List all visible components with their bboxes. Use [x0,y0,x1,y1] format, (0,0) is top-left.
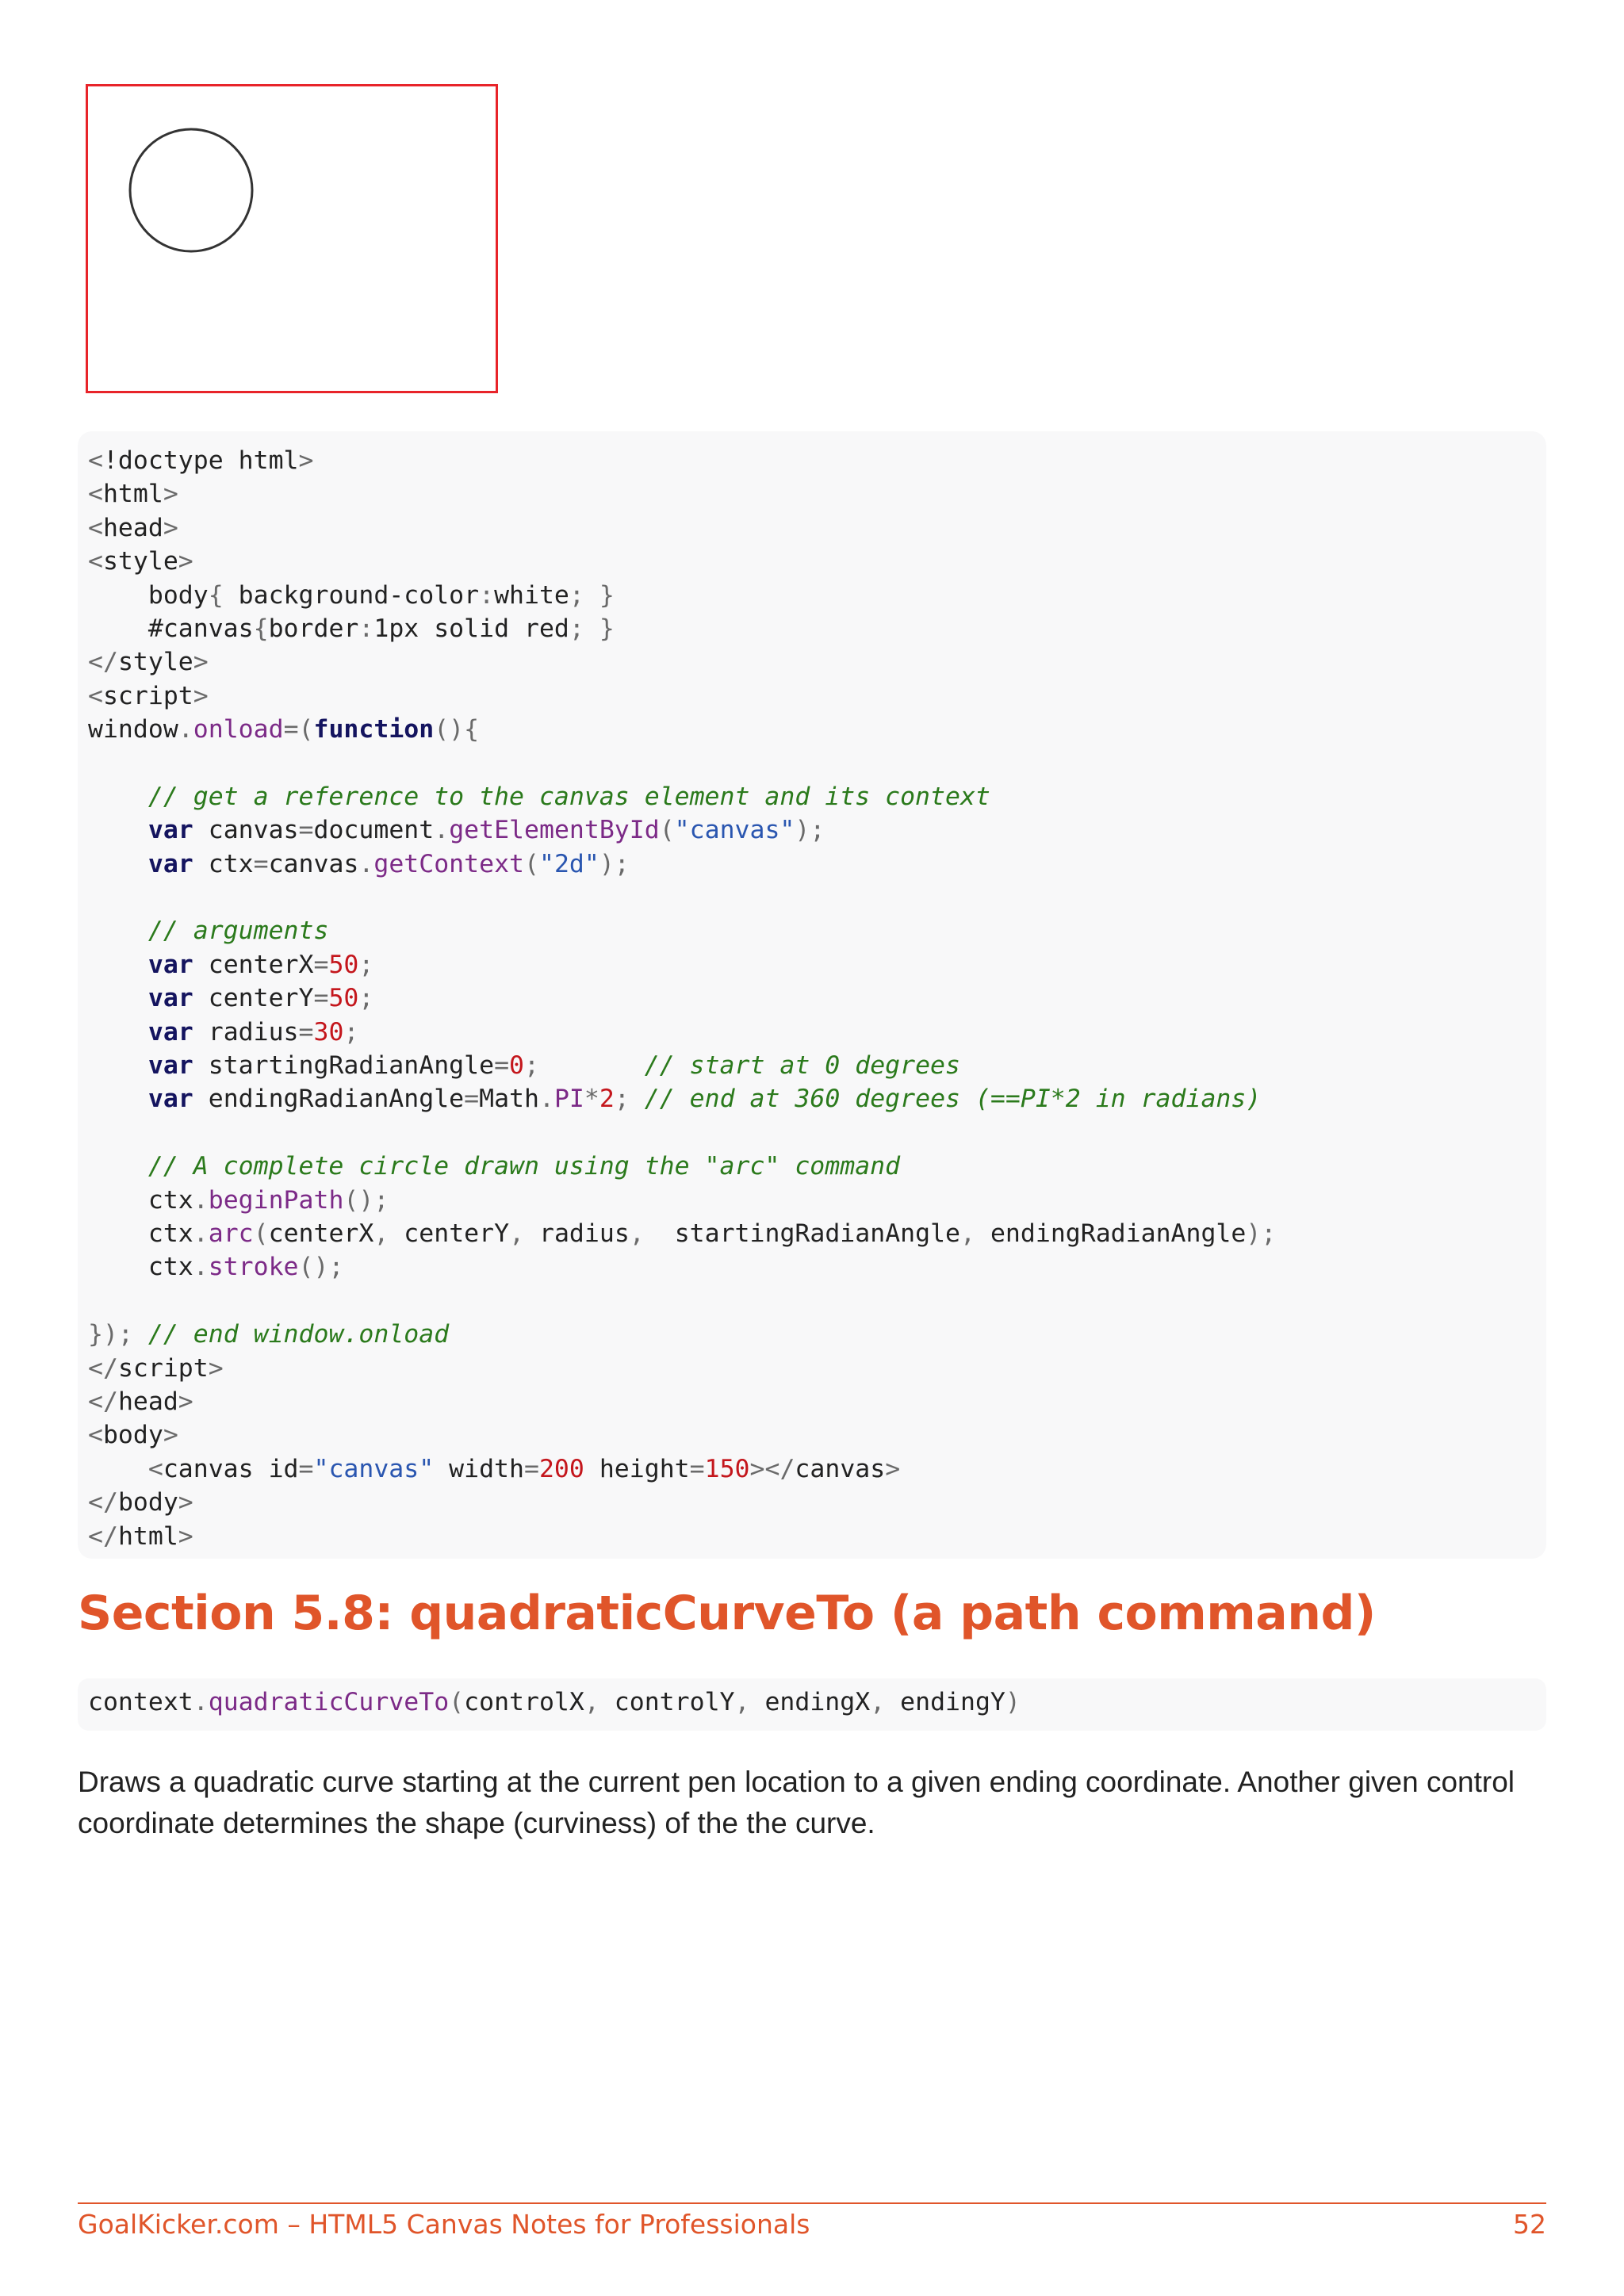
code-token: ; [524,1051,539,1081]
code-token [88,951,148,979]
code-token: centerX [268,1219,374,1248]
code-token: function [313,715,435,744]
code-line [88,713,1546,746]
code-token: var [147,816,193,845]
code-token: "canvas" [674,816,795,845]
code-line [88,1049,1546,1082]
code-token: (); [343,1185,389,1215]
code-token: background-color [223,580,480,610]
signature-line [88,1686,1546,1719]
code-token: endingY [885,1688,1005,1716]
footer-divider [78,2202,1546,2204]
code-token: > [178,1387,193,1416]
code-token: , [870,1688,886,1716]
code-line [88,612,1546,645]
circle-drawing [88,86,496,391]
code-token: white [494,580,569,610]
code-token: > [178,1521,193,1551]
code-token: body [88,580,209,610]
code-token: < [88,547,103,576]
code-token: PI [553,1085,584,1114]
code-token: head [117,1387,178,1416]
code-token: < [88,513,103,542]
code-token: html [117,1521,178,1551]
code-token: ; [569,580,584,610]
code-token: body [117,1488,178,1517]
code-line [88,813,1546,847]
code-token [88,816,148,844]
code-token: , [584,1688,599,1716]
code-token: stroke [208,1253,299,1282]
code-token: radius [193,1017,299,1047]
code-token: ); [795,816,825,845]
code-token: var [147,984,193,1013]
code-token: (){ [434,715,480,744]
code-token: > [298,446,314,475]
code-token: > [193,681,209,710]
code-token: "2d" [538,849,599,878]
code-token: body [102,1421,163,1450]
code-token: : [358,614,374,643]
code-token: . [193,1219,209,1248]
code-token: ; [569,614,584,643]
code-token: canvas id [163,1454,299,1483]
code-token: // A complete circle drawn using the "arc" command [147,1152,901,1181]
code-token: beginPath [208,1185,344,1215]
code-token: < [88,681,103,710]
code-token: 0 [509,1051,524,1081]
code-token: . [193,1253,209,1282]
code-token: ; [358,984,374,1013]
code-token: ( [524,849,539,878]
code-token: script [102,681,193,710]
code-token: . [434,816,450,845]
code-token: 50 [328,984,359,1013]
code-token: html [102,480,163,509]
code-token: head [102,513,163,542]
code-token: ); [1246,1219,1277,1248]
code-token: startingRadianAngle [193,1051,495,1081]
code-line [88,1418,1546,1452]
code-line [88,914,1546,947]
code-token: style [102,547,178,576]
code-line [88,1520,1546,1553]
code-token: < [88,480,103,509]
code-token: 50 [328,950,359,979]
code-token: radius [524,1219,630,1248]
footer-source: GoalKicker.com – HTML5 Canvas Notes for Professionals [78,2209,810,2240]
code-token: </ [88,1521,118,1551]
code-token: quadraticCurveTo [208,1688,450,1716]
code-line [88,1352,1546,1385]
code-token: var [147,1017,193,1047]
code-token: . [178,715,193,744]
code-token: 200 [538,1454,584,1483]
code-token: ctx [88,1185,193,1215]
code-line [88,1486,1546,1519]
code-token: document [313,816,435,845]
code-token: canvas [193,816,299,845]
code-token: : [479,580,495,610]
code-line [88,747,1546,780]
code-line [88,645,1546,679]
section-heading: Section 5.8: quadraticCurveTo (a path command) [78,1586,1376,1641]
code-token: = [253,849,269,878]
code-line [88,881,1546,914]
code-token: ; [614,1085,630,1114]
code-line [88,1318,1546,1351]
code-token: = [689,1454,705,1483]
code-token [88,850,148,878]
code-token: var [147,1051,193,1081]
code-token: endingRadianAngle [975,1219,1247,1248]
code-token: startingRadianAngle [644,1219,961,1248]
code-token: 30 [313,1017,344,1047]
code-token: , [373,1219,389,1248]
code-line [88,1250,1546,1284]
code-token: = [298,1454,314,1483]
code-line [88,545,1546,578]
code-token: #canvas [88,614,254,643]
code-token: = [313,984,329,1013]
code-token: arc [208,1219,254,1248]
code-line [88,1284,1546,1318]
code-token: endingX [749,1688,871,1716]
code-token: endingRadianAngle [193,1085,465,1114]
code-token [88,1018,148,1047]
code-token: > [208,1353,224,1383]
method-signature [78,1678,1546,1731]
code-block [78,431,1546,1559]
code-token: { [208,580,224,610]
code-token: = [494,1051,510,1081]
code-line [88,948,1546,982]
code-line [88,1016,1546,1049]
code-token: controlY [599,1688,735,1716]
code-token: height [584,1454,690,1483]
code-line [88,1385,1546,1418]
code-token: canvas [268,849,359,878]
code-token: ctx [88,1219,193,1248]
code-token: context [88,1688,193,1716]
code-token: getElementById [449,816,660,845]
code-token [88,1152,148,1181]
code-line [88,444,1546,477]
code-token: < [88,446,103,475]
code-token [88,1051,148,1080]
code-token [88,783,148,811]
code-token: > [885,1454,901,1483]
code-line [88,679,1546,713]
code-line [88,477,1546,511]
code-token: var [147,849,193,878]
code-token: = [313,950,329,979]
code-line [88,1217,1546,1250]
code-token: // start at 0 degrees [644,1051,960,1081]
code-token: border [268,614,359,643]
code-line [88,1452,1546,1486]
code-token: 150 [704,1454,750,1483]
code-token: window [88,715,178,744]
code-token: ></ [749,1454,795,1483]
code-token: > [193,648,209,677]
code-token: } [599,580,615,610]
code-token: ; [343,1017,359,1047]
code-token: script [117,1353,209,1383]
code-token: !doctype html [102,446,299,475]
code-token: , [509,1219,525,1248]
code-token: onload [193,715,284,744]
code-token: > [178,1488,193,1517]
code-token: ctx [193,849,254,878]
code-line [88,511,1546,545]
code-line [88,1082,1546,1115]
code-token: > [163,1421,178,1450]
code-token [88,1085,148,1113]
code-token: centerY [193,984,314,1013]
canvas-output-preview [86,84,498,393]
code-token: . [193,1688,209,1716]
description-paragraph: Draws a quadratic curve starting at the current pen location to a given ending coordinate. Another given control coordinate determines the shape (curviness) of the the curve. [78,1766,1515,1839]
code-token: } [599,614,615,643]
code-token: </ [88,1353,118,1383]
code-line [88,579,1546,612]
code-token: > [163,480,178,509]
page-number: 52 [1513,2209,1546,2240]
code-token: = [524,1454,539,1483]
code-token: var [147,1085,193,1114]
code-token: ); [599,849,630,878]
code-token: controlX [464,1688,584,1716]
code-token: // end at 360 degrees (==PI*2 in radians) [644,1085,1262,1114]
code-token: ( [253,1219,269,1248]
code-token [133,1320,148,1349]
code-token: </ [88,1387,118,1416]
code-token [539,1051,645,1080]
code-token: ; [358,950,374,979]
code-token: Math [479,1085,539,1114]
code-token: ctx [88,1253,193,1282]
code-token: 2 [599,1085,615,1114]
code-token: ( [659,816,675,845]
code-token: canvas [795,1454,886,1483]
code-line [88,848,1546,881]
code-token: 1px solid red [373,614,569,643]
code-token: centerY [389,1219,510,1248]
code-token [630,1085,645,1113]
code-token: </ [88,1488,118,1517]
code-token [88,984,148,1012]
code-token: (); [298,1253,344,1282]
code-token: , [734,1688,750,1716]
code-token [584,614,599,643]
code-token: , [629,1219,645,1248]
code-token: "canvas" [313,1454,435,1483]
code-token: }); [88,1320,133,1349]
code-token: width [434,1454,524,1483]
code-token: > [178,547,193,576]
code-token [88,916,148,945]
code-token: = [464,1085,480,1114]
code-token: centerX [193,950,314,979]
code-token: { [253,614,269,643]
code-line [88,1150,1546,1183]
code-token: , [960,1219,975,1248]
code-token: // get a reference to the canvas element and its context [147,782,990,811]
code-token [88,1455,148,1483]
code-token: ( [449,1688,465,1716]
arc-circle [130,129,252,251]
code-token: = [298,1017,314,1047]
code-token: = [298,816,314,845]
code-token: =( [283,715,314,744]
code-line [88,780,1546,813]
code-line [88,1116,1546,1150]
code-token: * [584,1085,599,1114]
code-token: . [538,1085,554,1114]
code-token: </ [88,648,118,677]
code-token: var [147,950,193,979]
code-line [88,1184,1546,1217]
code-token: getContext [373,849,525,878]
code-token: ) [1005,1688,1021,1716]
code-line [88,982,1546,1015]
code-token: style [117,648,193,677]
code-token: . [358,849,374,878]
code-token [584,581,599,610]
code-token: < [88,1421,103,1450]
code-token: > [163,513,178,542]
code-token: // arguments [147,916,329,946]
code-token: // end window.onload [147,1320,450,1349]
code-token: . [193,1185,209,1215]
code-token: < [147,1454,163,1483]
